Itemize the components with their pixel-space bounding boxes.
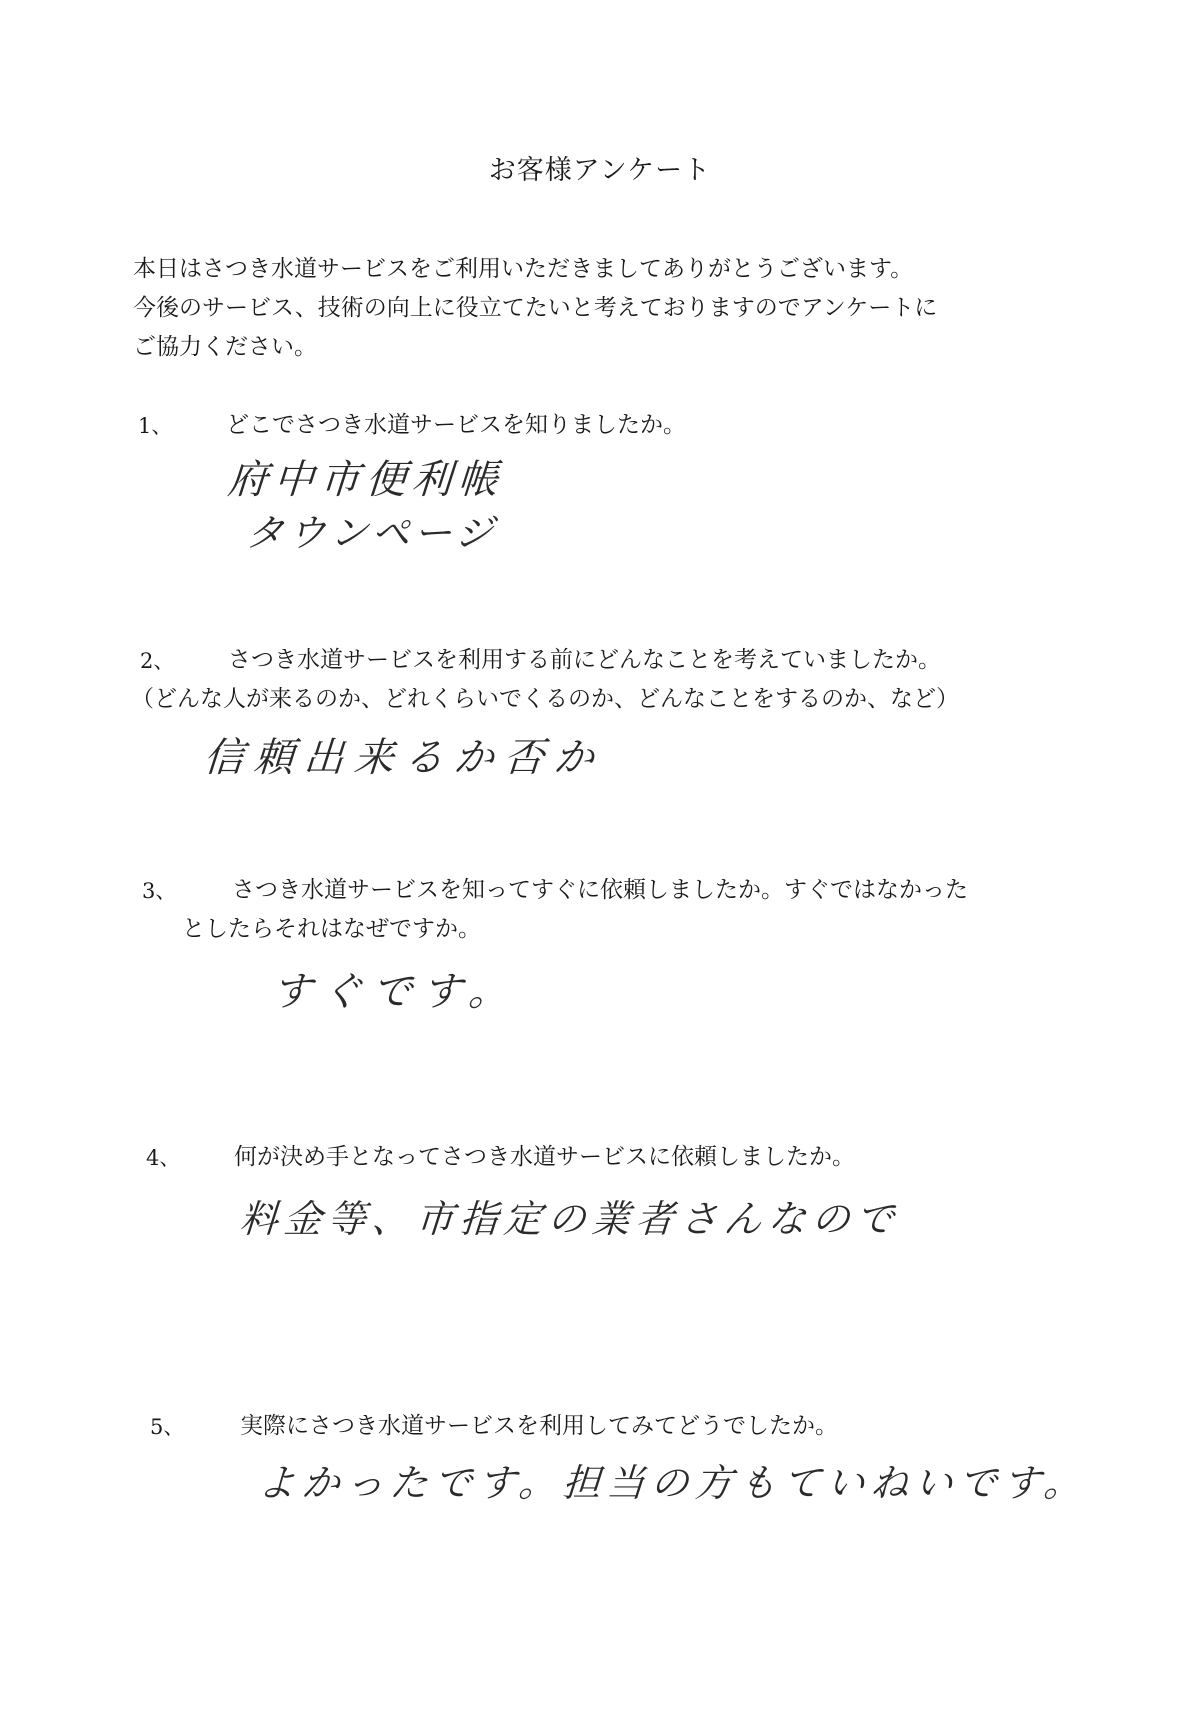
intro-line: 今後のサービス、技術の向上に役立てたいと考えておりますのでアンケートに	[133, 295, 938, 321]
question-subtext: （どんな人が来るのか、どれくらいでくるのか、どんなことをするのか、など）	[131, 686, 959, 712]
question-number: 4、	[146, 1146, 181, 1170]
question-number: 5、	[150, 1415, 185, 1439]
page-title: お客様アンケート	[488, 155, 712, 186]
question-number: 1、	[138, 414, 173, 438]
intro-line: 本日はさつき水道サービスをご利用いただきましてありがとうございます。	[133, 256, 914, 282]
handwritten-answer: 料金等、市指定の業者さんなので	[238, 1197, 902, 1241]
question-text: さつき水道サービスを知ってすぐに依頼しましたか。すぐではなかった	[232, 877, 968, 903]
handwritten-answer: 府中市便利帳	[226, 457, 506, 503]
question-number: 2、	[140, 649, 175, 673]
question-subtext: としたらそれはなぜですか。	[182, 916, 481, 942]
handwritten-answer: 信頼出来るか否か	[202, 735, 606, 781]
intro-text	[133, 250, 1093, 367]
handwritten-answer: タウンページ	[244, 511, 499, 555]
handwritten-answer: すぐです。	[270, 969, 521, 1015]
question-text: さつき水道サービスを利用する前にどんなことを考えていましたか。	[228, 647, 941, 673]
question-text: どこでさつき水道サービスを知りましたか。	[226, 412, 686, 438]
intro-line: ご協力ください。	[133, 334, 317, 360]
handwritten-answer: よかったです。担当の方もていねいです。	[256, 1461, 1090, 1505]
question-number: 3、	[142, 879, 177, 903]
question-text: 実際にさつき水道サービスを利用してみてどうでしたか。	[240, 1413, 838, 1439]
question-text: 何が決め手となってさつき水道サービスに依頼しましたか。	[234, 1144, 855, 1170]
